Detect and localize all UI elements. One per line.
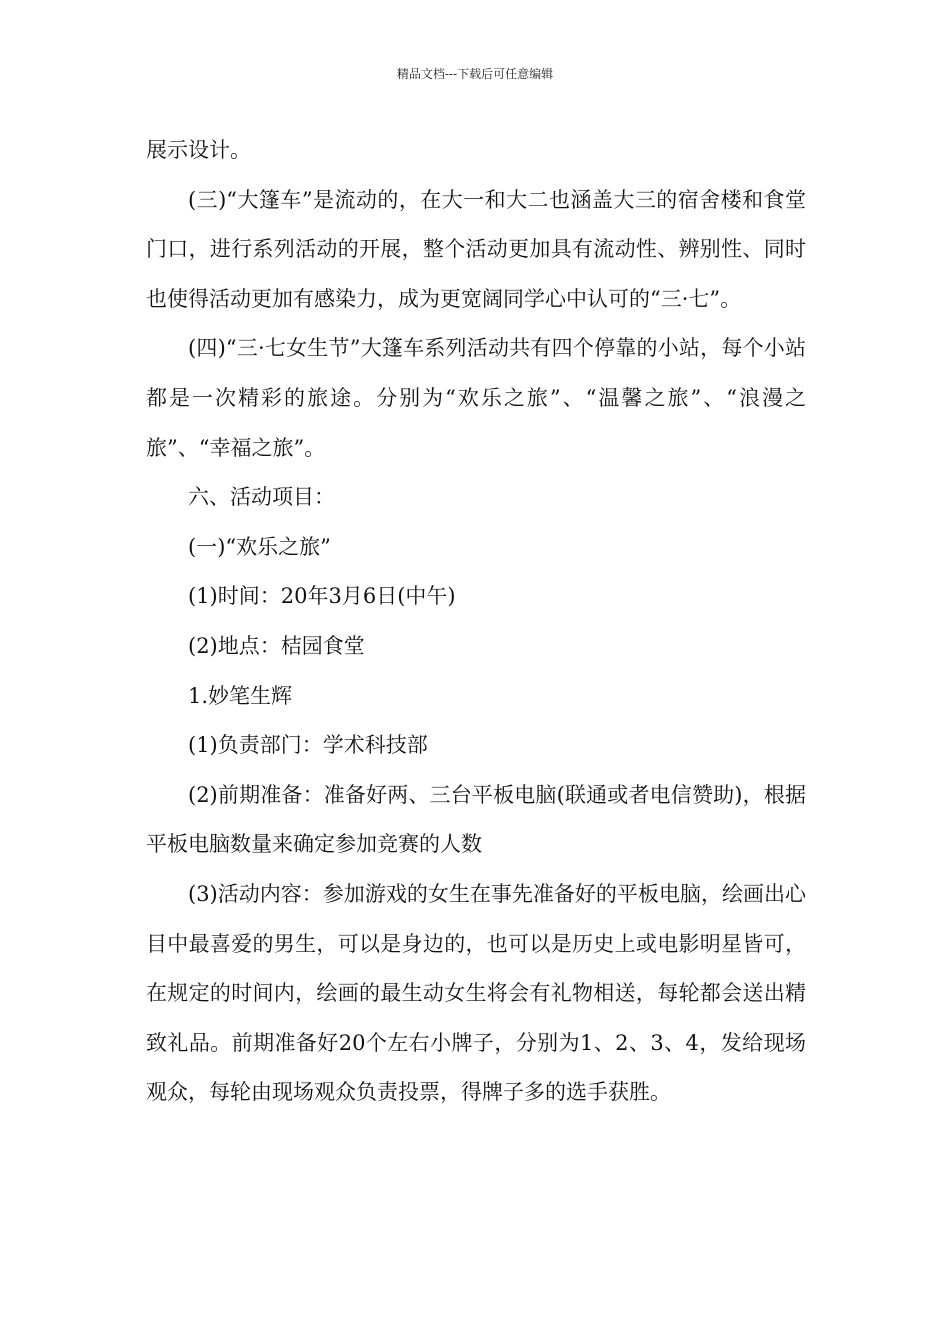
subsection-heading-joy-journey: (一)“欢乐之旅” — [188, 534, 331, 559]
item-content: (3)活动内容：参加游戏的女生在事先准备好的平板电脑，绘画出心目中最喜爱的男生，可以是身边的，也可以是历史上或电影明星皆可，在规定的时间内，绘画的最生动女生将会有礼物相送，每轮都会送出精致礼品。前期准备好20个左右小牌子，分别为1、2、3、4，发给现场观众，每轮由现场观众负责投票，得牌子多的选手获胜。 — [146, 881, 806, 1105]
item-preparation: (2)前期准备：准备好两、三台平板电脑(联通或者电信赞助)，根据平板电脑数量来确定参加竞赛的人数 — [146, 782, 806, 857]
paragraph-continuation: 展示设计。 — [146, 138, 251, 162]
paragraph-section-4: (四)“三·七女生节”大篷车系列活动共有四个停靠的小站，每个小站都是一次精彩的旅途。分别为“欢乐之旅”、“温馨之旅”、“浪漫之旅”、“幸福之旅”。 — [146, 336, 806, 460]
item-location: (2)地点：桔园食堂 — [188, 633, 365, 658]
paragraph-section-3: (三)“大篷车”是流动的，在大一和大二也涵盖大三的宿舍楼和食堂门口，进行系列活动的开展，整个活动更加具有流动性、辨别性、同时也使得活动更加有感染力，成为更宽阔同学心中认可的“三·七”。 — [146, 187, 806, 311]
activity-title: 1.妙笔生辉 — [188, 683, 293, 708]
section-heading-activities: 六、活动项目： — [188, 485, 335, 510]
document-body — [146, 126, 806, 1118]
item-time: (1)时间：20年3月6日(中午) — [188, 584, 456, 609]
page-header: 精品文档---下载后可任意编辑 — [396, 67, 554, 81]
item-department: (1)负责部门：学术科技部 — [188, 733, 428, 758]
